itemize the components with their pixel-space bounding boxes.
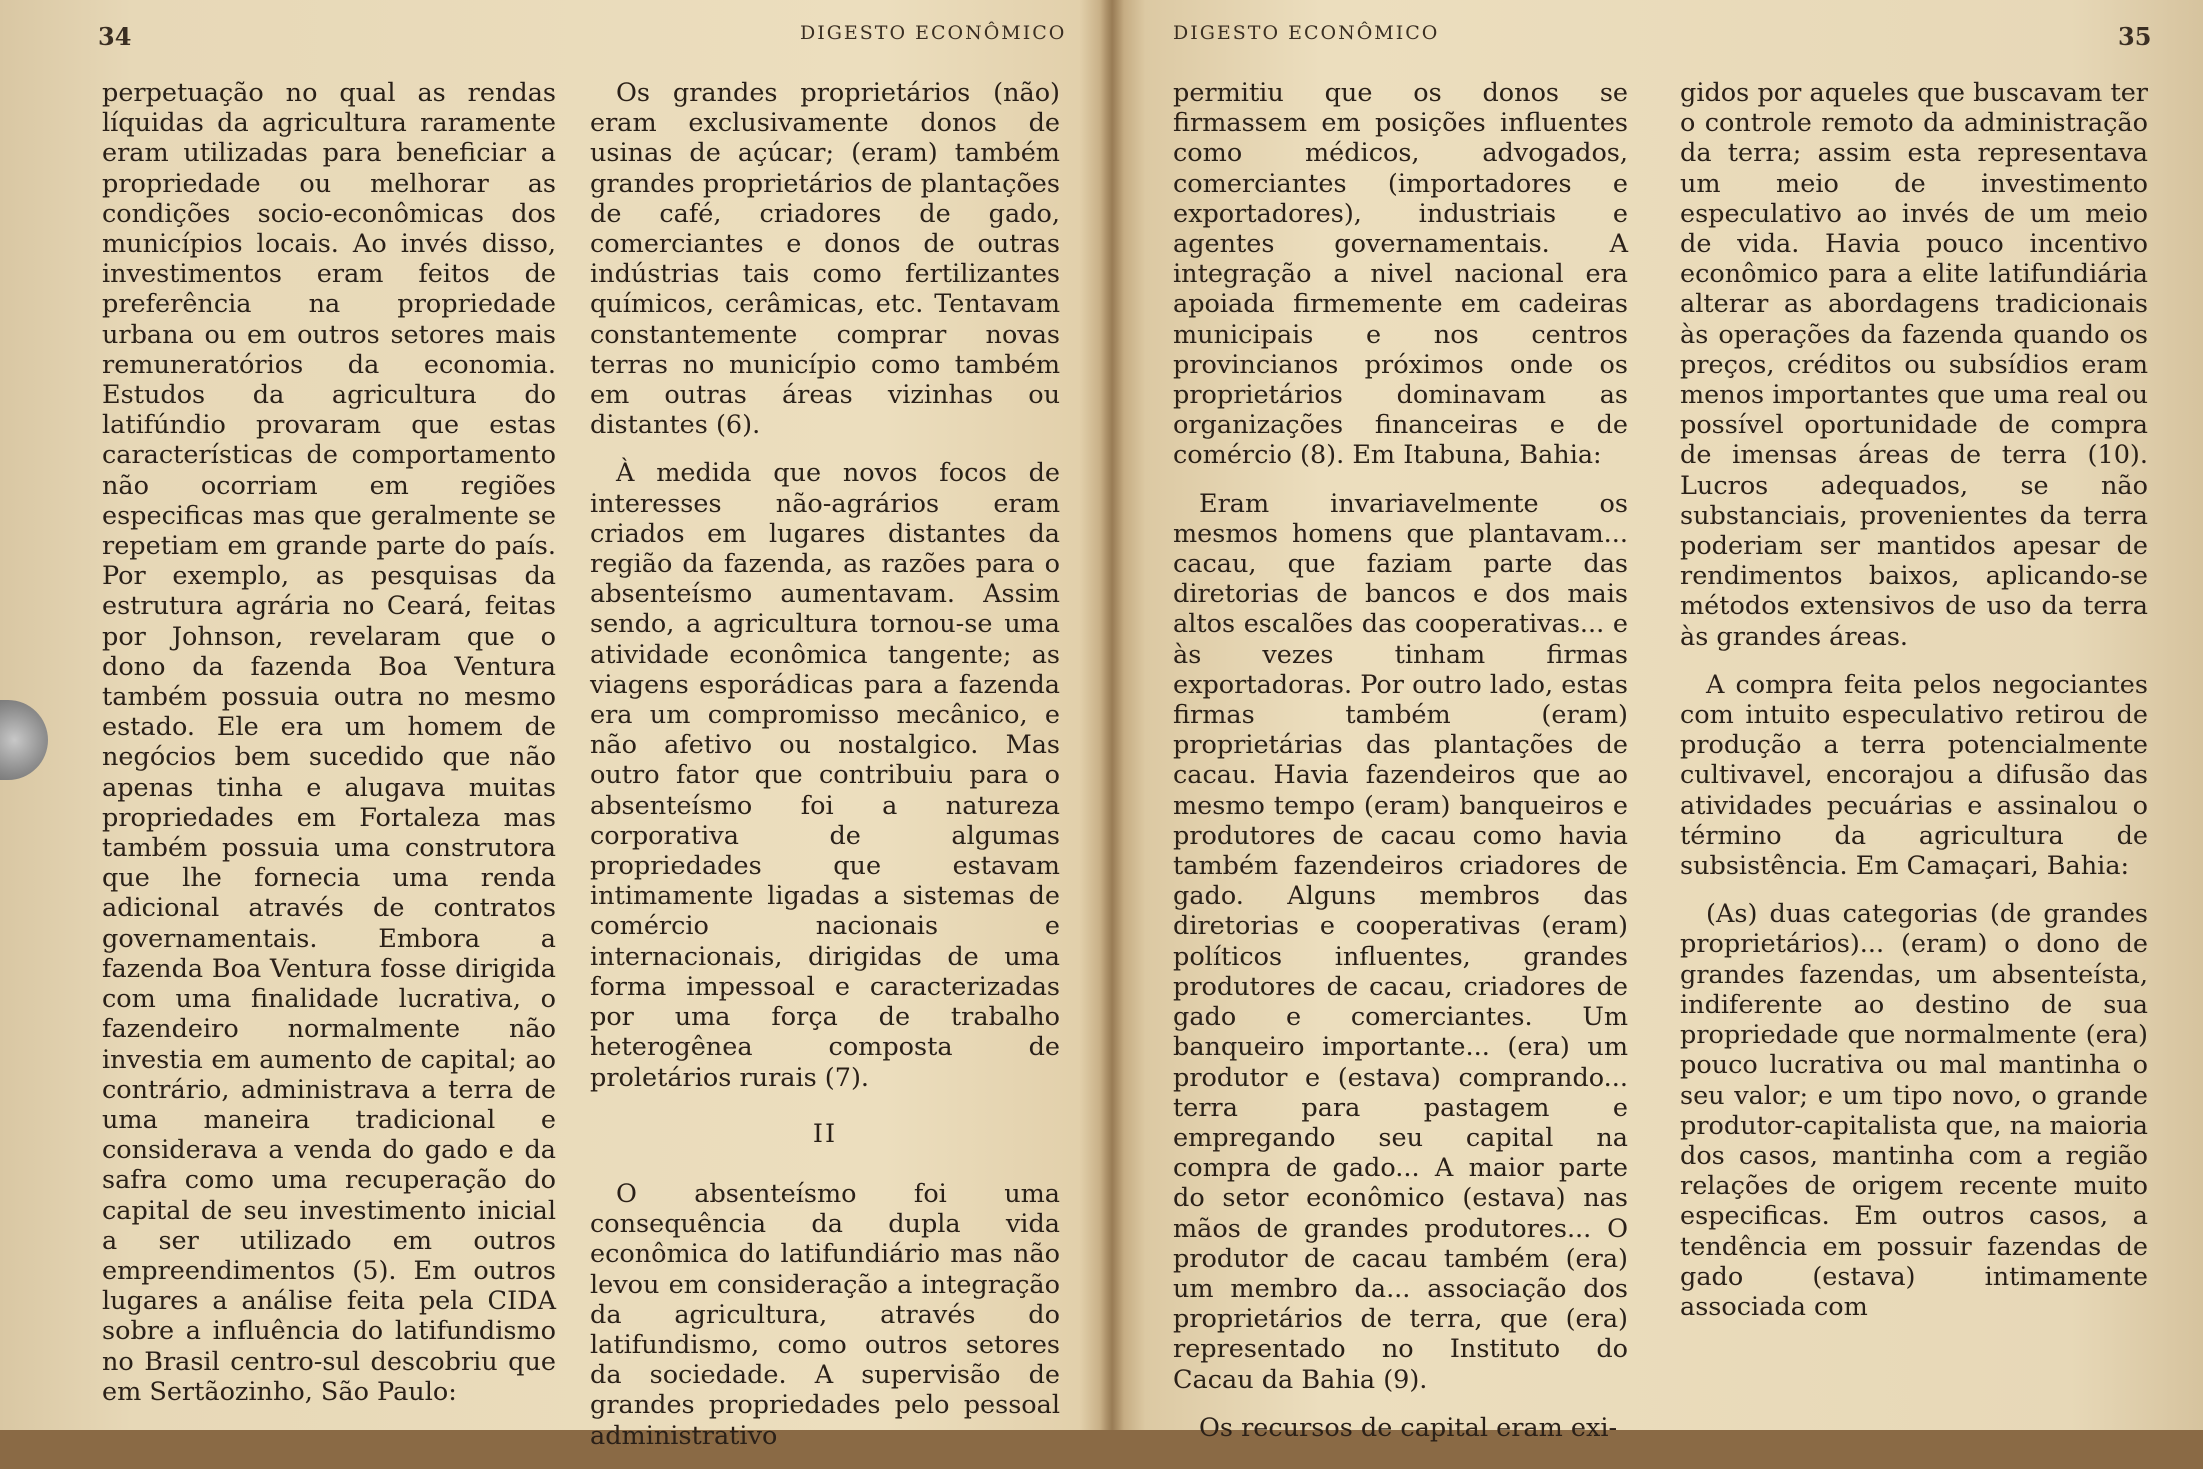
paragraph: perpetuação no qual as rendas líquidas da agricultura raramente eram utilizadas para beneficiar a propriedade ou melhorar as condições socio-econômicas dos municípios locais. Ao invés disso, investimentos eram feitos de preferência na propriedade urbana ou em outros setores mais remuneratórios da economia. Estudos da agricultura do latifúndio provaram que estas características de comportamento não ocorriam em regiões especificas mas que geralmente se repetiam em grande parte do país. Por exemplo, as pesquisas da estrutura agrária no Ceará, feitas por Johnson, revelaram que o dono da fazenda Boa Ventura também possuia outra no mesmo estado. Ele era um homem de negócios bem sucedido que não apenas tinha e alugava muitas propriedades em Fortaleza mas também possuia uma construtora que lhe fornecia uma renda adicional através de contratos governamentais. Embora a fazenda Boa Ventura fosse dirigida com uma finalidade lucrativa, o fazendeiro normalmente não investia em aumento de capital; ao contrário, administrava a terra de uma maneira tradicional e considerava a venda do gado e da safra como uma recuperação do capital de seu investimento inicial a ser utilizado em outros empreendimentos (5). Em outros lugares a análise feita pela CIDA sobre a influência do latifundismo no Brasil centro-sul descobriu que em Sertãozinho, São Paulo: [102,78,556,1407]
running-header: DIGESTO ECONÔMICO [1173,22,1440,44]
right-column-2 [1680,78,2148,1340]
right-page [1118,0,2203,1443]
page-number: 35 [2118,22,2152,51]
paragraph: gidos por aqueles que buscavam ter o controle remoto da administração da terra; assim esta representava um meio de investimento especulativo ao invés de um meio de vida. Havia pouco incentivo econômico para a elite latifundiária alterar as abordagens tradicionais às operações da fazenda quando os preços, créditos ou subsídios eram menos importantes que uma real ou possível oportunidade de compra de imensas áreas de terra (10). Lucros adequados, se não substanciais, provenientes da terra poderiam ser mantidos apesar de rendimentos baixos, aplicando-se métodos extensivos de uso da terra às grandes áreas. [1680,78,2148,652]
quote-paragraph: Eram invariavelmente os mesmos homens que plantavam... cacau, que faziam parte das diretorias de bancos e dos mais altos escalões das cooperativas... e às vezes tinham firmas exportadoras. Por outro lado, estas firmas também (eram) proprietárias das plantações de cacau. Havia fazendeiros que ao mesmo tempo (eram) banqueiros e produtores de cacau como havia também fazendeiros criadores de gado. Alguns membros das diretorias e cooperativas (eram) políticos influentes, grandes produtores de cacau, criadores de gado e comerciantes. Um banqueiro importante... (era) um produtor e (estava) comprando... terra para pastagem e empregando seu capital na compra de gado... A maior parte do setor econômico (estava) nas mãos de grandes produtores... O produtor de cacau também (era) um membro da... associação dos proprietários de terra, que (era) representado no Instituto do Cacau da Bahia (9). [1173,488,1628,1395]
paragraph: O absenteísmo foi uma consequência da dupla vida econômica do latifundiário mas não levou em consideração a integração da agricultura, através do latifundismo, como outros setores da sociedade. A supervisão de grandes propriedades pelo pessoal administrativo [590,1178,1060,1451]
paragraph: Os recursos de capital eram exi- [1199,1412,1618,1443]
paragraph: A compra feita pelos negociantes com intuito especulativo retirou de produção a terra potencialmente cultivavel, encorajou a difusão das atividades pecuárias e assinalou o término da agricultura de subsistência. Em Camaçari, Bahia: [1680,669,2148,882]
section-heading: II [812,1118,838,1149]
page-number: 34 [98,22,132,51]
paragraph: permitiu que os donos se firmassem em posições influentes como médicos, advogados, comerciantes (importadores e exportadores), industriais e agentes governamentais. A integração a nivel nacional era apoiada firmemente em cadeiras municipais e nos centros provincianos próximos onde os proprietários dominavam as organizações financeiras e de comércio (8). Em Itabuna, Bahia: [1173,78,1628,471]
running-header: DIGESTO ECONÔMICO [800,22,1067,44]
quote-paragraph: (As) duas categorias (de grandes proprietários)... (eram) o dono de grandes fazendas, um absenteísta, indiferente ao destino de sua propriedade que normalmente (era) pouco lucrativa ou mal mantinha o seu valor; e um tipo novo, o grande produtor-capitalista que, na maioria dos casos, mantinha com a região relações de origem recente muito especificas. Em outros casos, a tendência em possuir fazendas de gado (estava) intimamente associada com [1680,899,2148,1322]
left-column-2 [590,78,1060,1469]
quote-paragraph: Os grandes proprietários (não) eram exclusivamente donos de usinas de açúcar; (eram) também grandes proprietários de plantações de café, criadores de gado, comerciantes e donos de outras indústrias tais como fertilizantes químicos, cerâmicas, etc. Tentavam constantemente comprar novas terras no município como também em outras áreas vizinhas ou distantes (6). [590,78,1060,441]
right-column-1 [1173,78,1628,1461]
left-page [0,0,1110,1451]
left-column-1 [102,78,556,1425]
paragraph: À medida que novos focos de interesses não-agrários eram criados em lugares distantes da região da fazenda, as razões para o absenteísmo aumentavam. Assim sendo, a agricultura tornou-se uma atividade econômica tangente; as viagens esporádicas para a fazenda era um compromisso mecânico, e não afetivo ou nostalgico. Mas outro fator que contribuiu para o absenteísmo foi a natureza corporativa de algumas propriedades que estavam intimamente ligadas a sistemas de comércio nacionais e internacionais, dirigidas de uma forma impessoal e caracterizadas por uma força de trabalho heterogênea composta de proletários rurais (7). [590,458,1060,1093]
